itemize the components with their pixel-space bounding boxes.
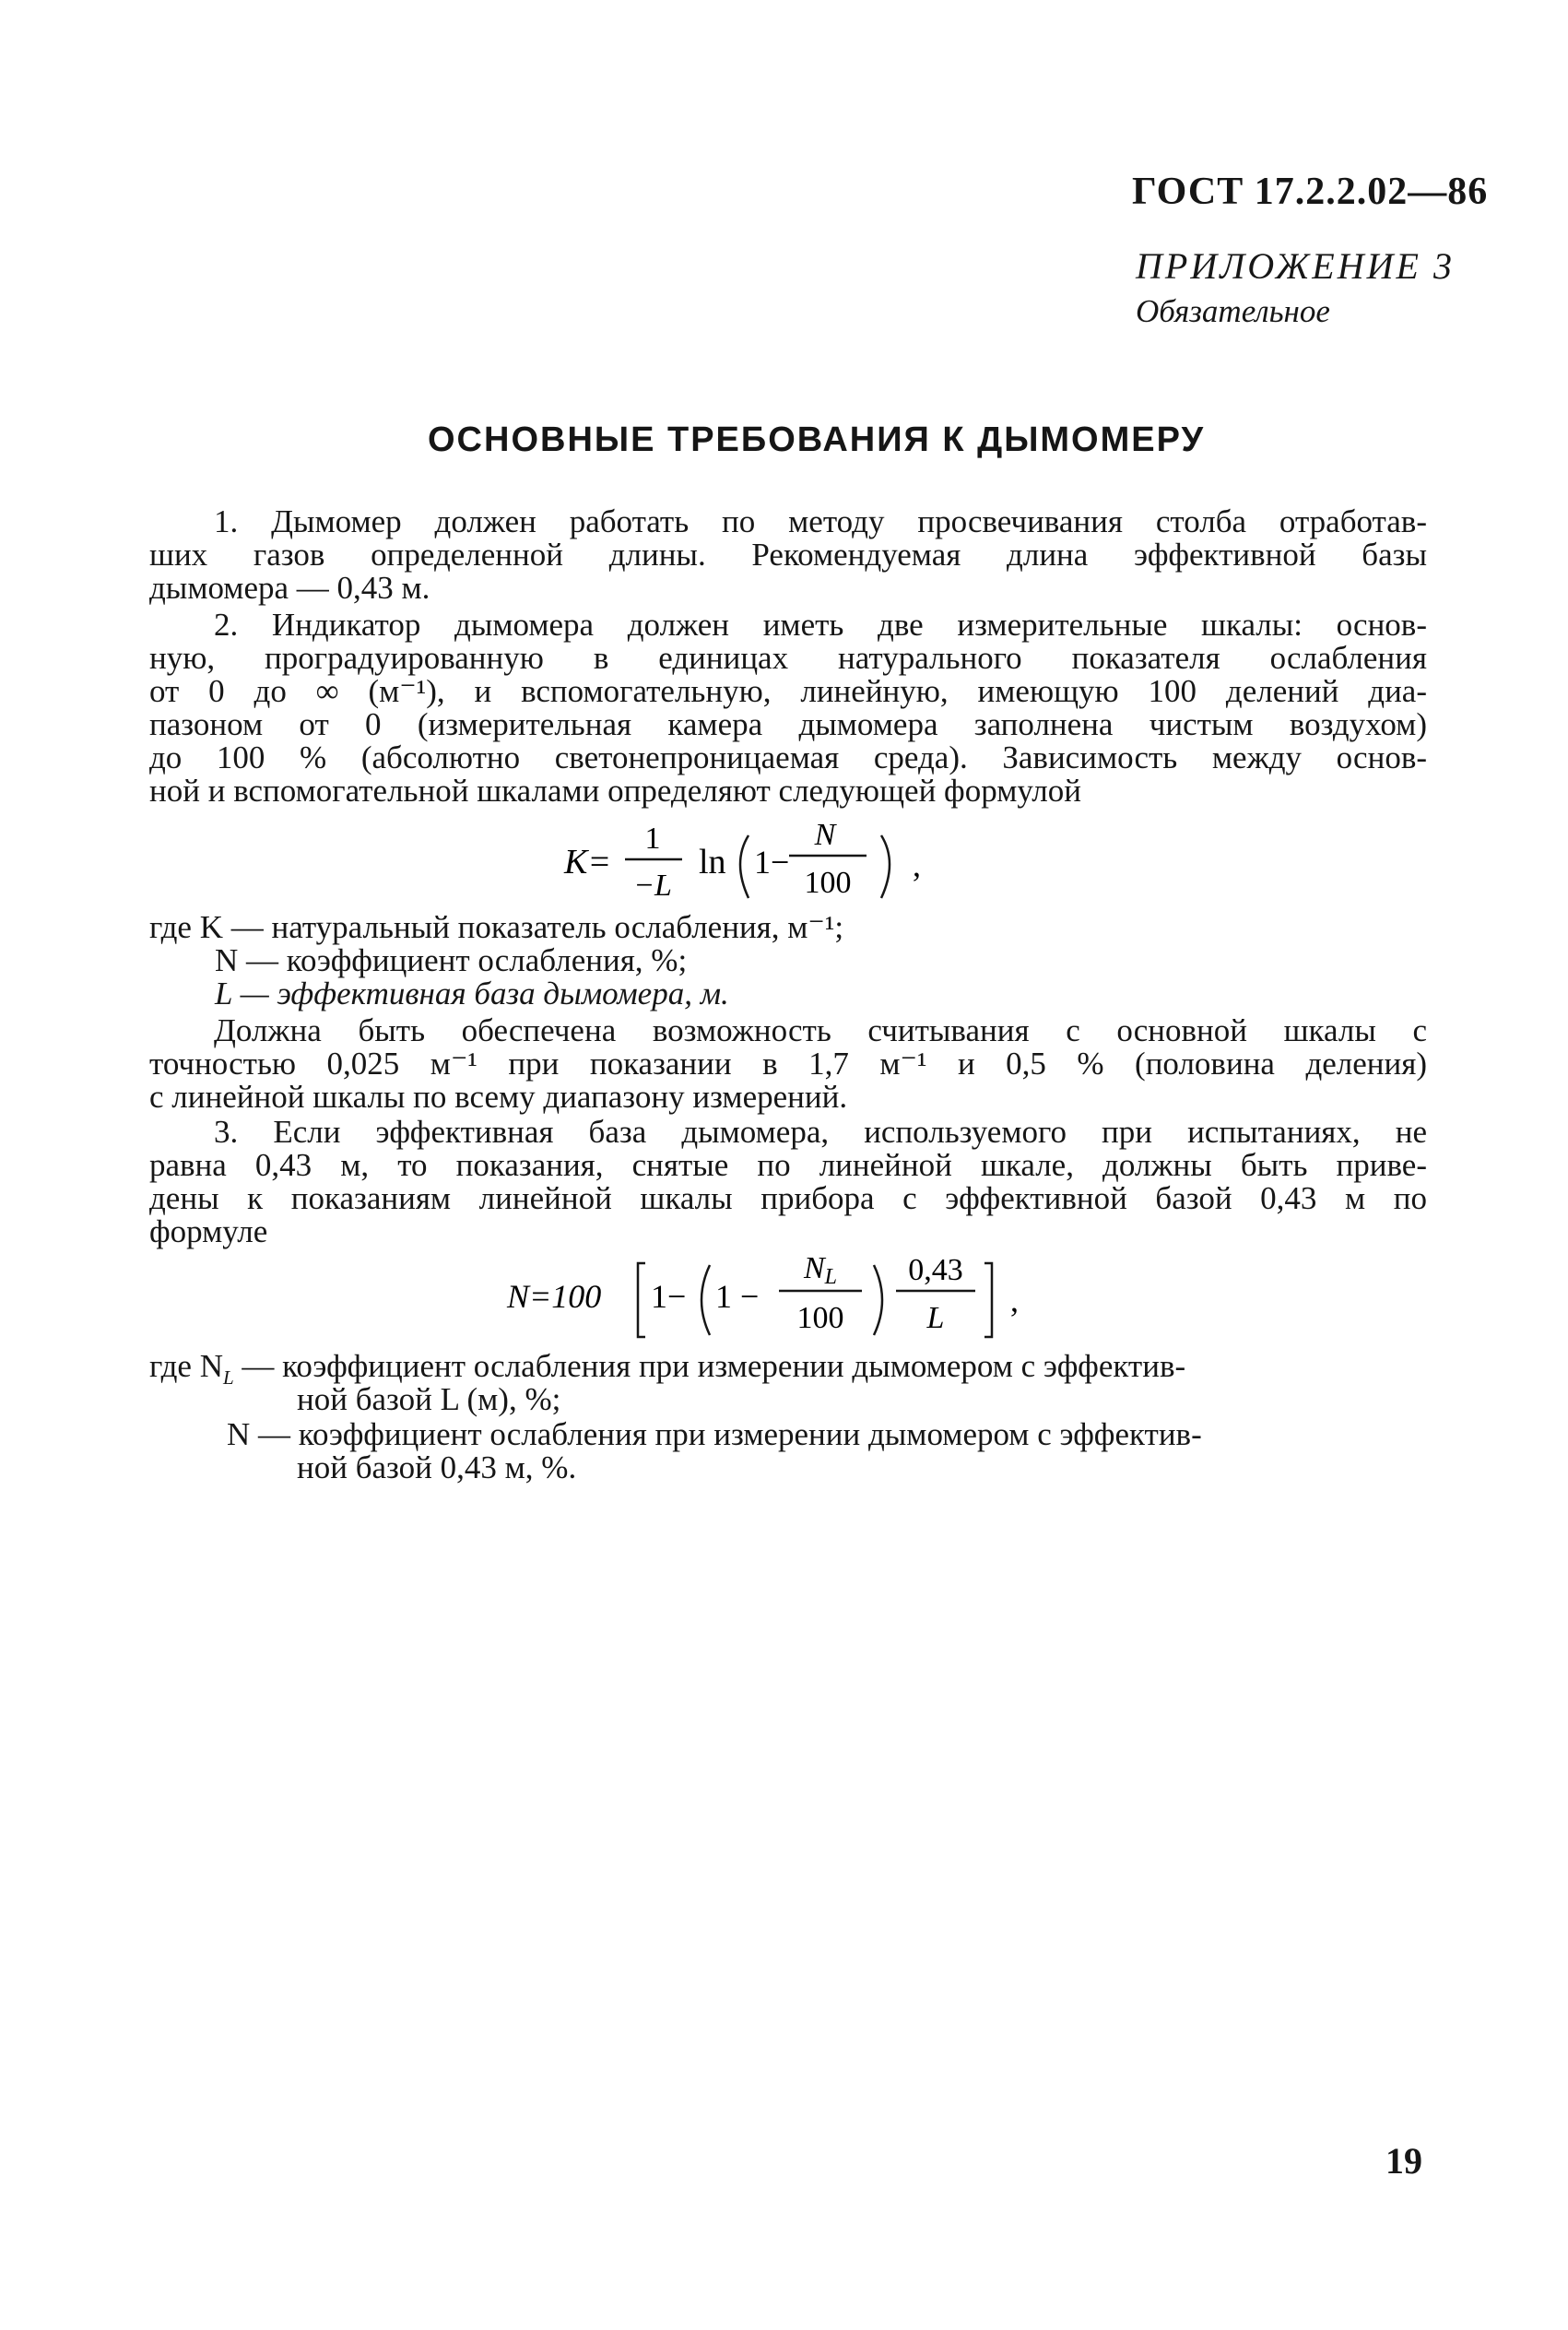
formula-n bbox=[498, 1245, 1106, 1346]
para2b-line1: Должна быть обеспечена возможность считывания с основной шкалы с bbox=[214, 1012, 1427, 1048]
where1-l: L — эффективная база дымомера, м. bbox=[215, 976, 729, 1011]
para3-line3: дены к показаниям линейной шкалы прибора с эффективной базой 0,43 м по bbox=[149, 1180, 1427, 1216]
para2-line5: до 100 % (абсолютно светонепроницаемая среда). Зависимость между основ- bbox=[149, 739, 1427, 775]
formula-n-one-b: 1 − bbox=[715, 1278, 760, 1315]
formula-n-comma: , bbox=[1010, 1282, 1019, 1319]
document-code: ГОСТ 17.2.2.02—86 bbox=[1132, 171, 1489, 213]
formula-k bbox=[516, 811, 1032, 913]
where2-nl-cont: ной базой L (м), %; bbox=[297, 1381, 561, 1417]
para2-line6: ной и вспомогательной шкалами определяют следующей формулой bbox=[149, 773, 1082, 809]
formula-k-den: −L bbox=[633, 869, 672, 903]
where2-nl-prefix: где N bbox=[149, 1348, 223, 1384]
para1-line2: ших газов определенной длины. Рекомендуемая длина эффективной базы bbox=[149, 537, 1427, 573]
formula-n-num-043: 0,43 bbox=[908, 1253, 963, 1287]
annex-status: Обязательное bbox=[1136, 293, 1330, 329]
para2b-line2: точностью 0,025 м⁻¹ при показании в 1,7 м⁻¹ и 0,5 % (половина деления) bbox=[149, 1046, 1427, 1082]
formula-k-one: 1− bbox=[754, 844, 790, 881]
formula-k-left-paren bbox=[740, 835, 749, 898]
page-number: 19 bbox=[1385, 2140, 1422, 2182]
where2-n-cont: ной базой 0,43 м, %. bbox=[297, 1449, 577, 1485]
where2-nl-text: — коэффициент ослабления при измерении дымомером с эффектив- bbox=[233, 1348, 1186, 1384]
annex-label: ПРИЛОЖЕНИЕ 3 bbox=[1136, 245, 1455, 287]
formula-n-lhs: N=100 bbox=[507, 1278, 602, 1315]
para3-line1: 3. Если эффективная база дымомера, используемого при испытаниях, не bbox=[214, 1114, 1427, 1150]
formula-n-left-paren bbox=[701, 1265, 710, 1335]
formula-n-den-l: L bbox=[926, 1301, 945, 1335]
formula-k-num: 1 bbox=[644, 822, 661, 856]
para2-line3: от 0 до ∞ (м⁻¹), и вспомогательную, линейную, имеющую 100 делений диа- bbox=[149, 673, 1427, 709]
para1-line1: 1. Дымомер должен работать по методу просвечивания столба отработав- bbox=[214, 503, 1427, 539]
para2-line1: 2. Индикатор дымомера должен иметь две измерительные шкалы: основ- bbox=[214, 607, 1427, 643]
where2-n: N — коэффициент ослабления при измерении дымомером с эффектив- bbox=[227, 1416, 1202, 1452]
formula-k-lhs: K= bbox=[564, 843, 611, 881]
formula-n-den-100: 100 bbox=[796, 1301, 844, 1335]
formula-n-right-bracket bbox=[984, 1263, 992, 1337]
where1-k: где K — натуральный показатель ослабления, м⁻¹; bbox=[149, 909, 844, 945]
formula-n-right-paren bbox=[874, 1265, 882, 1335]
formula-n-left-bracket bbox=[638, 1263, 645, 1337]
para2-line4: пазоном от 0 (измерительная камера дымомера заполнена чистым воздухом) bbox=[149, 706, 1427, 742]
para2-line2: ную, проградуированную в единицах натурального показателя ослабления bbox=[149, 640, 1427, 676]
formula-n-num: NL bbox=[803, 1251, 838, 1289]
where1-n: N — коэффициент ослабления, %; bbox=[215, 942, 688, 978]
para3-line4: формуле bbox=[149, 1213, 268, 1249]
para1-line3: дымомера — 0,43 м. bbox=[149, 570, 430, 606]
formula-k-right-paren bbox=[881, 835, 890, 898]
para2b-line3: с линейной шкалы по всему диапазону измерений. bbox=[149, 1079, 848, 1115]
formula-n-one-a: 1− bbox=[651, 1278, 687, 1315]
formula-k-comma: , bbox=[913, 846, 921, 883]
where2-nl-subscript: L bbox=[222, 1366, 234, 1389]
para3-line2: равна 0,43 м, то показания, снятые по линейной шкале, должны быть приве- bbox=[149, 1147, 1427, 1183]
formula-k-inner-num: N bbox=[814, 818, 836, 852]
formula-k-ln: ln bbox=[699, 843, 726, 881]
formula-k-inner-den: 100 bbox=[804, 866, 852, 900]
page-title: ОСНОВНЫЕ ТРЕБОВАНИЯ К ДЫМОМЕРУ bbox=[428, 420, 1206, 459]
